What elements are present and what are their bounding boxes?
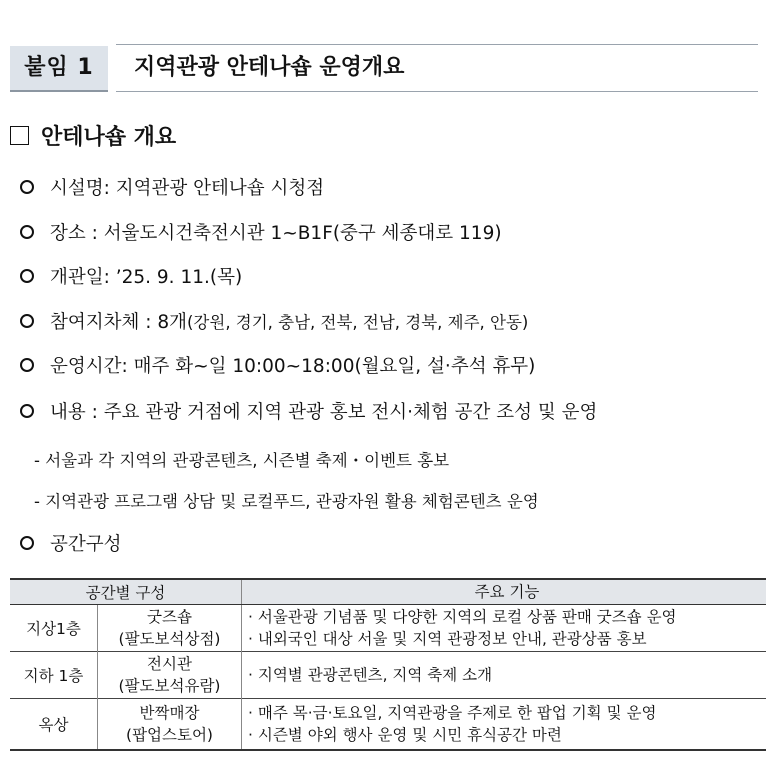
space-alias: (팔도보석유람)	[118, 677, 221, 695]
bullet-text: 운영시간: 매주 화~일 10:00~18:00(월요일, 설·추석 휴무)	[50, 356, 536, 377]
bullet-location	[20, 219, 502, 245]
sub-item: - 서울과 각 지역의 관광콘텐츠, 시즌별 축제・이벤트 홍보	[34, 451, 450, 470]
table-row	[10, 699, 766, 751]
bullet-text-detail: (강원, 경기, 충남, 전북, 전남, 경북, 제주, 안동)	[187, 313, 529, 332]
bullet-text: 내용 : 주요 관광 거점에 지역 관광 홍보 전시·체험 공간 조성 및 운영	[50, 402, 598, 423]
circle-bullet-icon	[20, 404, 34, 418]
function-item: · 매주 목·금·토요일, 지역관광을 주제로 한 팝업 기획 및 운영	[248, 704, 657, 722]
header-bottom-rule	[116, 91, 758, 92]
attachment-header	[10, 40, 758, 96]
space-alias: (팔도보석상점)	[118, 630, 221, 648]
function-cell	[242, 699, 767, 751]
bullet-opening	[20, 263, 242, 289]
header-top-rule	[116, 44, 758, 45]
table-row	[10, 605, 766, 652]
space-name: 반짝매장	[139, 704, 200, 722]
space-cell	[98, 605, 242, 652]
bullet-text: 시설명: 지역관광 안테나숍 시청점	[50, 178, 325, 199]
section-heading-text: 안테나숍 개요	[41, 125, 177, 150]
floor-cell: 옥상	[10, 699, 98, 751]
space-composition-table	[10, 578, 766, 751]
circle-bullet-icon	[20, 314, 34, 328]
bullet-text: 공간구성	[50, 534, 122, 555]
header-function: 주요 기능	[242, 579, 767, 605]
bullet-text: 개관일: ’25. 9. 11.(목)	[50, 267, 243, 288]
circle-bullet-icon	[20, 269, 34, 283]
bullet-text: 장소 : 서울도시건축전시관 1~B1F(중구 세종대로 119)	[50, 223, 502, 244]
bullet-text: 참여지차체 : 8개	[50, 312, 187, 333]
function-item: · 시즌별 야외 행사 운영 및 시민 휴식공간 마련	[248, 726, 562, 744]
function-cell	[242, 605, 767, 652]
square-bullet-icon	[10, 126, 29, 145]
table-row	[10, 652, 766, 699]
floor-cell: 지하 1층	[10, 652, 98, 699]
bullet-facility	[20, 174, 324, 200]
function-cell	[242, 652, 767, 699]
function-item: · 내외국인 대상 서울 및 지역 관광정보 안내, 관광상품 홍보	[248, 630, 647, 648]
space-cell	[98, 699, 242, 751]
header-composition: 공간별 구성	[10, 579, 242, 605]
attachment-badge: 붙임 1	[10, 46, 108, 92]
function-item: · 지역별 관광콘텐츠, 지역 축제 소개	[248, 666, 493, 684]
table-header-row	[10, 579, 766, 605]
space-cell	[98, 652, 242, 699]
bullet-participants	[20, 308, 528, 334]
circle-bullet-icon	[20, 358, 34, 372]
floor-cell: 지상1층	[10, 605, 98, 652]
circle-bullet-icon	[20, 225, 34, 239]
circle-bullet-icon	[20, 180, 34, 194]
function-item: · 서울관광 기념품 및 다양한 지역의 로컬 상품 판매 굿즈숍 운영	[248, 608, 677, 626]
sub-item: - 지역관광 프로그램 상담 및 로컬푸드, 관광자원 활용 체험콘텐츠 운영	[34, 492, 539, 511]
space-alias: (팝업스토어)	[126, 726, 213, 744]
bullet-space	[20, 530, 121, 556]
space-name: 굿즈숍	[147, 608, 192, 626]
document-title: 지역관광 안테나숍 운영개요	[134, 55, 405, 80]
section-heading	[10, 120, 176, 151]
bullet-hours	[20, 352, 535, 378]
bullet-content	[20, 398, 597, 424]
space-name: 전시관	[147, 655, 192, 673]
circle-bullet-icon	[20, 536, 34, 550]
